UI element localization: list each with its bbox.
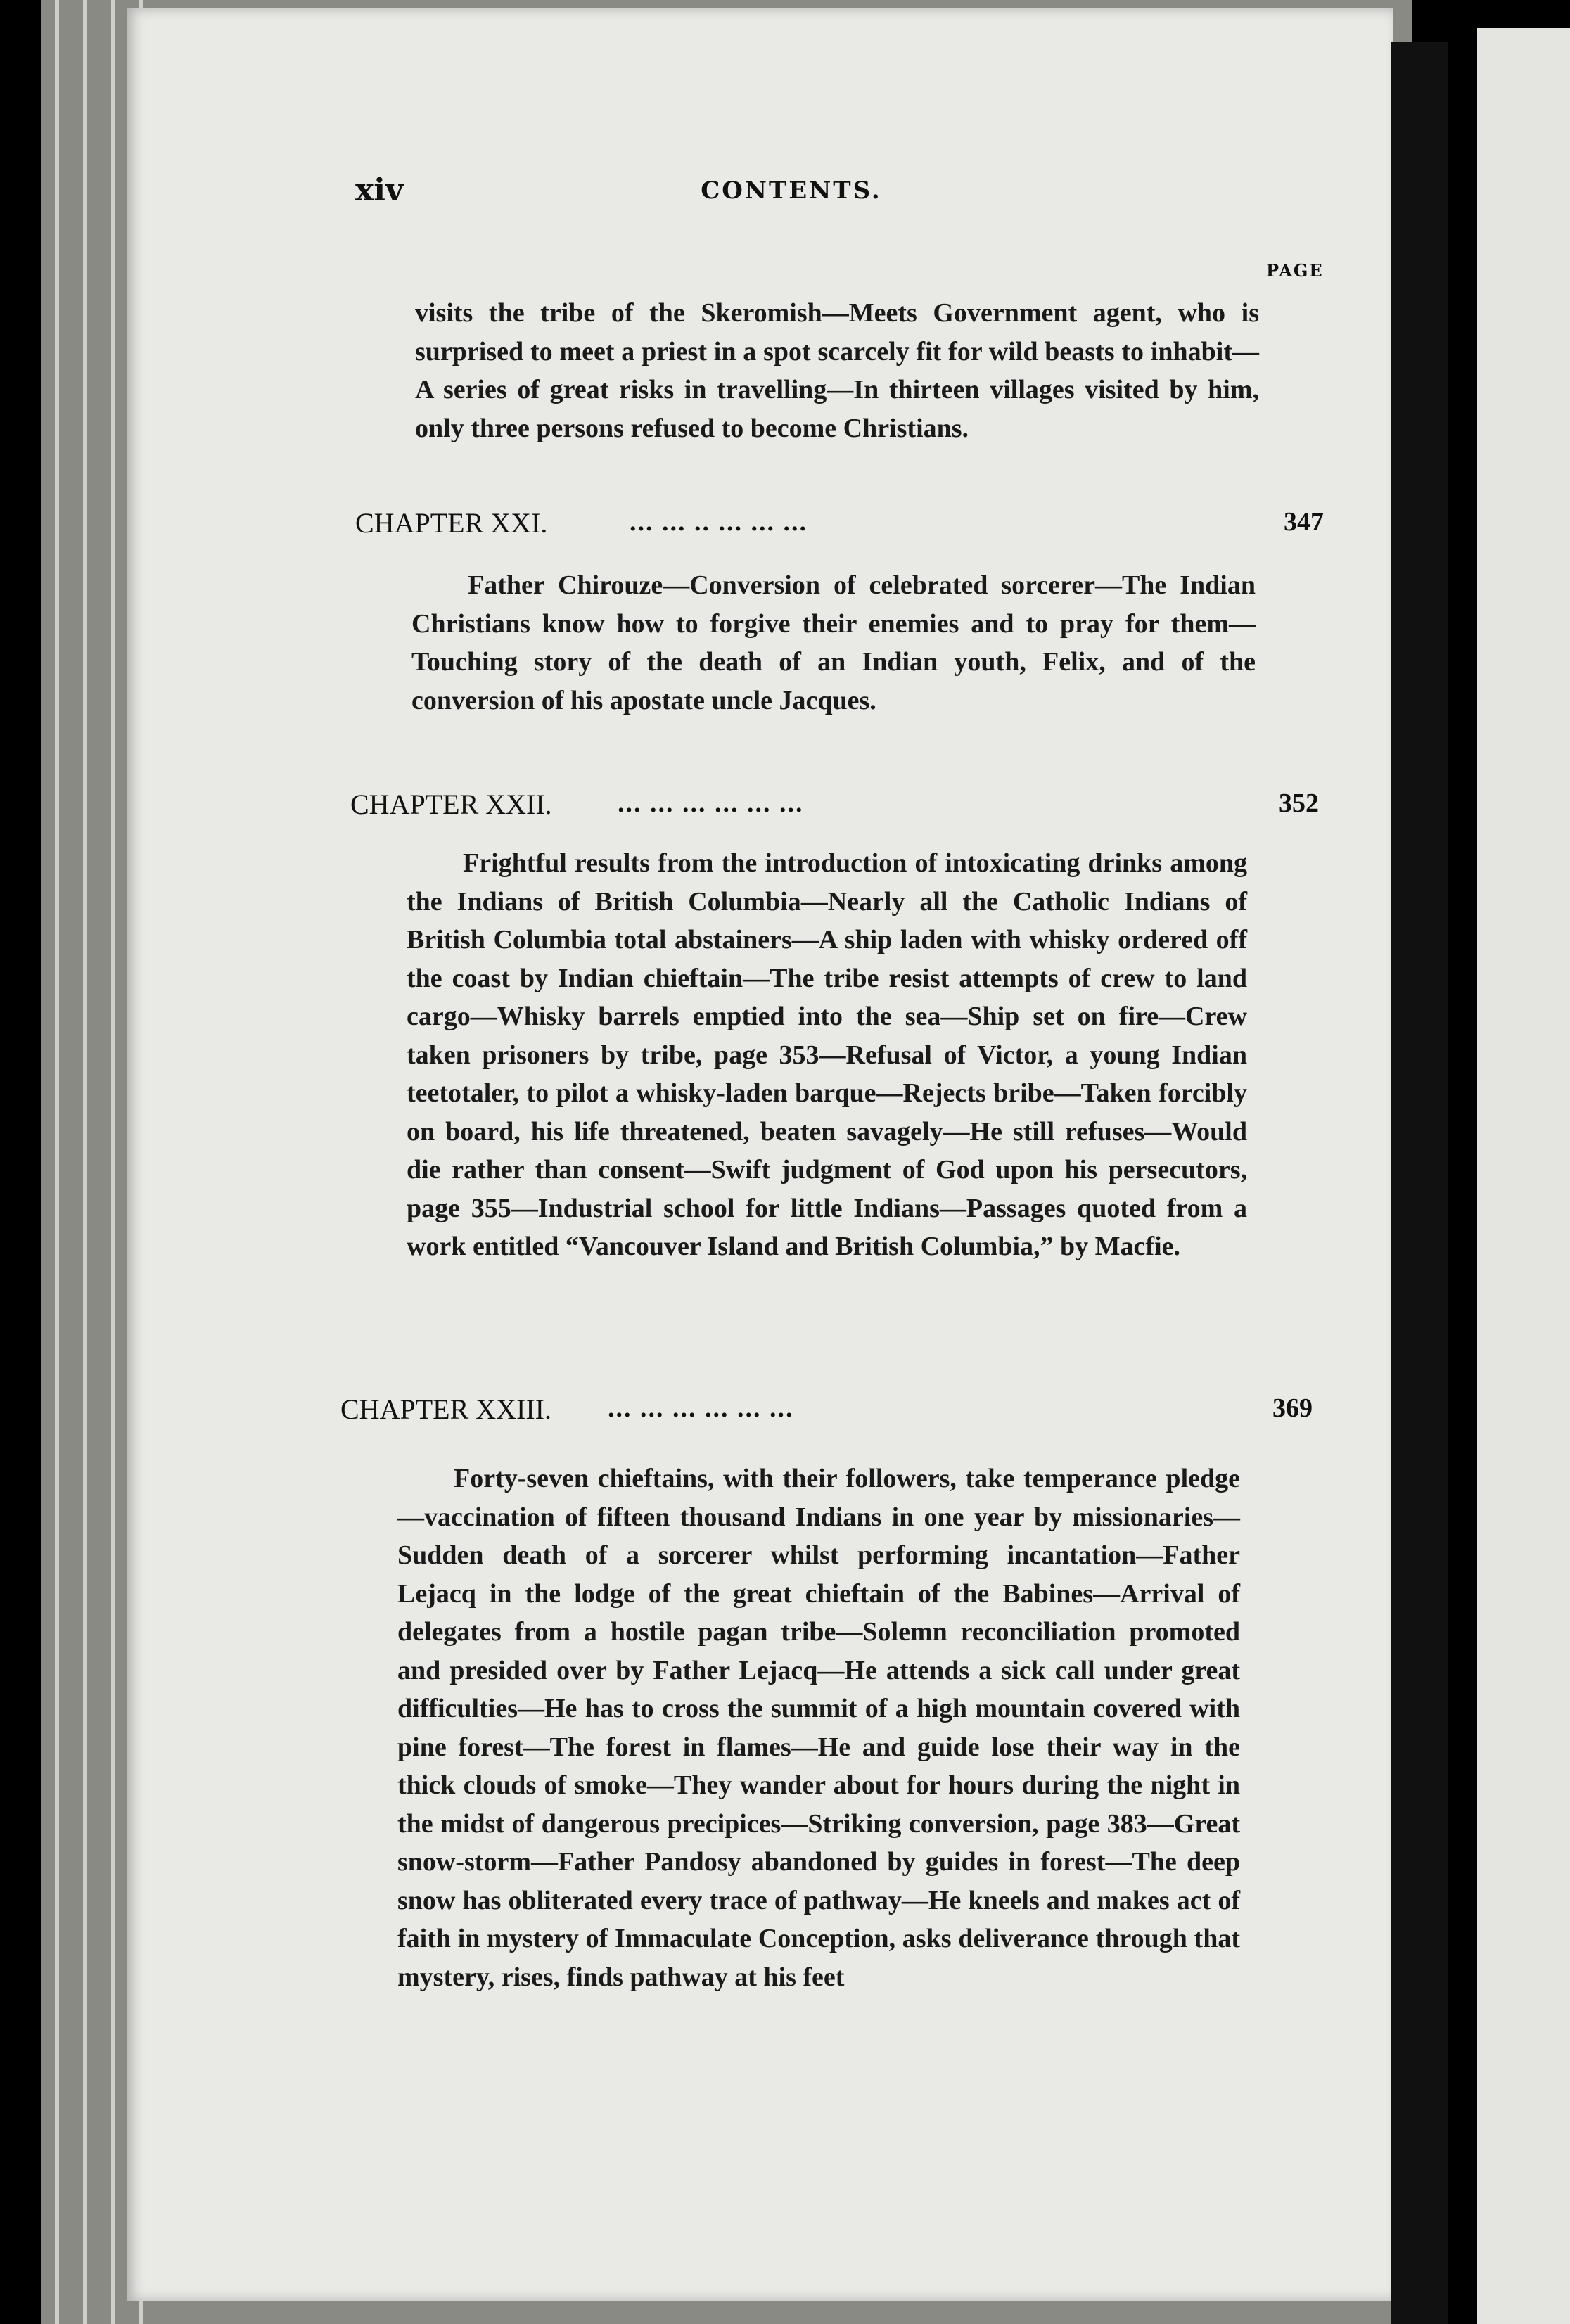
chapter-entry-xxii[interactable]: [350, 788, 1328, 827]
book-spine-shadow: [1391, 42, 1448, 2324]
page-edge: [83, 0, 87, 2324]
page-edge: [111, 0, 115, 2324]
page-header: [355, 172, 1227, 215]
dot-leaders: ... ... ... ... ... ...: [608, 1393, 794, 1423]
chapter-title: CHAPTER XXI.: [355, 507, 548, 539]
chapter-summary-xxii: Frightful results from the introduction of intoxicating drinks among the Indians of British Columbia—Nearly all the Catholic Indians of British Columbia total abstainers—A ship laden with whisky ordered off the coast by Indian chieftain—The tribe resist attempts of crew to land cargo—Whisky barrels emptied into the sea—Ship set on fire—Crew taken prisoners by tribe, page 353—Refusal of Victor, a young Indian teetotaler, to pilot a whisky-laden barque—Rejects bribe—Taken forcibly on board, his life threatened, beaten savagely—He still refuses—Would die rather than consent—Swift judgment of God upon his persecutors, page 355—Industrial school for little Indians—Passages quoted from a work entitled “Vancouver Island and British Columbia,” by Macfie.: [407, 848, 1247, 1261]
page-column-label: PAGE: [1266, 260, 1324, 281]
chapter-summary-xxiii: Forty-seven chieftains, with their followers, take temperance pledge—vaccination of fifteen thousand Indians in one year by missionaries—Sudden death of a sorcerer whilst performing incantation—Father Lejacq in the lodge of the great chieftain of the Babines—Arrival of delegates from a hostile pagan tribe—Solemn reconciliation promoted and presided over by Father Lejacq—He attends a sick call under great difficulties—He has to cross the summit of a high mountain covered with pine forest—The forest in flames—He and guide lose their way in the thick clouds of smoke—They wander about for hours during the night in the midst of dangerous precipices—Striking conversion, page 383—Great snow-storm—Father Pandosy abandoned by guides in forest—The deep snow has obliterated every trace of pathway—He kneels and makes act of faith in mystery of Immaculate Conception, asks deliverance through that mystery, rises, finds pathway at his feet: [397, 1464, 1240, 1992]
continuation-summary: visits the tribe of the Skeromish—Meets Government agent, who is surprised to meet a priest in a spot scarcely fit for wild beasts to inhabit—A series of great risks in travelling—In thirteen villages visited by him, only three persons refused to become Christians.: [415, 298, 1259, 443]
chapter-entry-xxi[interactable]: [355, 506, 1333, 546]
chapter-page-number: 369: [1272, 1393, 1313, 1423]
chapter-entry-xxiii[interactable]: [340, 1393, 1318, 1432]
chapter-page-number: 352: [1279, 788, 1319, 818]
facing-page-edge: [1477, 28, 1570, 2324]
page-edge: [55, 0, 59, 2324]
chapter-title: CHAPTER XXII.: [350, 788, 552, 820]
chapter-page-number: 347: [1284, 507, 1324, 537]
dot-leaders: ... ... ... ... ... ...: [618, 788, 804, 818]
folio-number: xiv: [355, 172, 404, 208]
chapter-summary-xxi: Father Chirouze—Conversion of celebrated sorcerer—The Indian Christians know how to forgive their enemies and to pray for them—Touching story of the death of an Indian youth, Felix, and of the conversion of his apostate uncle Jacques.: [411, 570, 1256, 715]
chapter-title: CHAPTER XXIII.: [340, 1393, 551, 1425]
dot-leaders: ... ... .. ... ... ...: [630, 507, 808, 537]
running-head: CONTENTS.: [701, 177, 882, 205]
